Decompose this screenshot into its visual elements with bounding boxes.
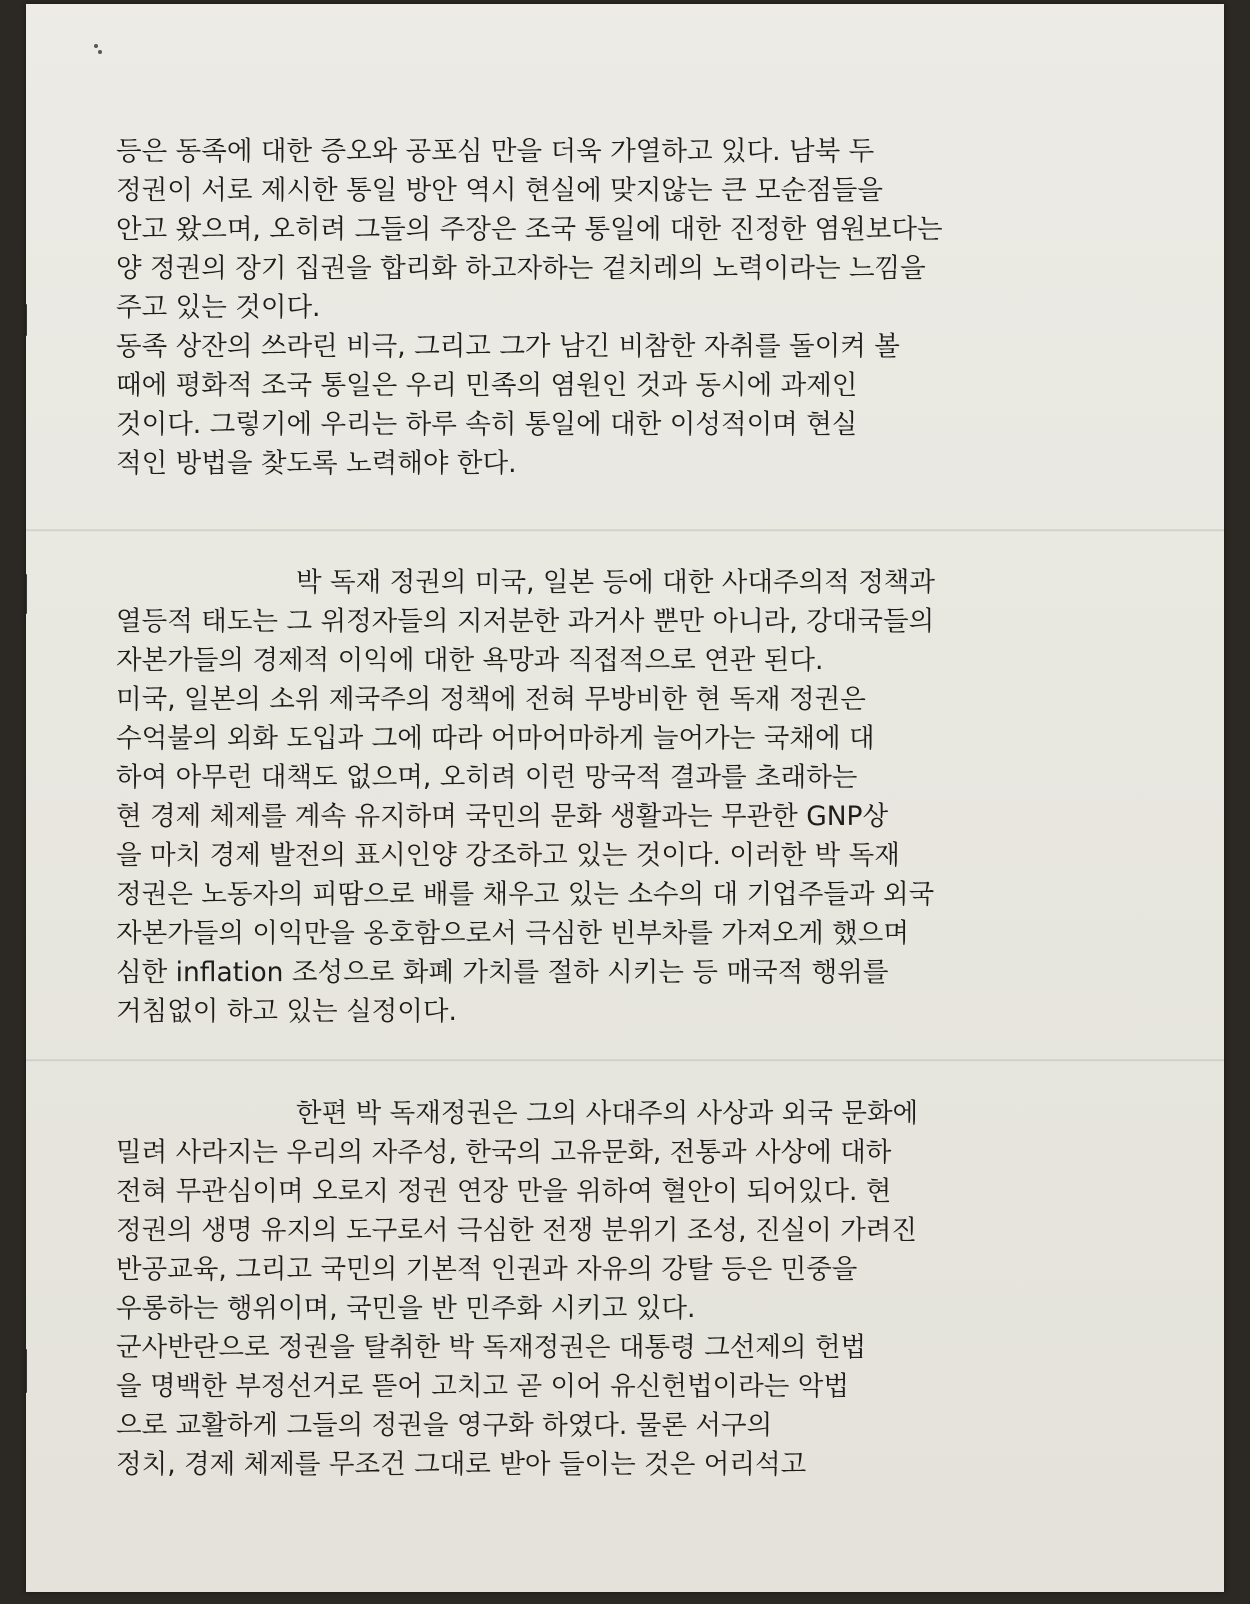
binding-mark xyxy=(26,574,27,614)
text-line: 양 정권의 장기 집권을 합리화 하고자하는 겉치레의 노력이라는 느낌을 xyxy=(116,253,926,284)
text-line: 으로 교활하게 그들의 정권을 영구화 하였다. 물론 서구의 xyxy=(116,1410,773,1441)
text-line: 정치, 경제 체제를 무조건 그대로 받아 들이는 것은 어리석고 xyxy=(116,1449,807,1480)
text-line: 열등적 태도는 그 위정자들의 지저분한 과거사 뿐만 아니라, 강대국들의 xyxy=(116,606,935,637)
text-line: 반공교육, 그리고 국민의 기본적 인권과 자유의 강탈 등은 민중을 xyxy=(116,1254,858,1285)
text-line: 자본가들의 이익만을 옹호함으로서 극심한 빈부차를 가져오게 했으며 xyxy=(116,918,909,949)
text-line: 군사반란으로 정권을 탈취한 박 독재정권은 대통령 그선제의 헌법 xyxy=(116,1332,867,1363)
text-line: 한편 박 독재정권은 그의 사대주의 사상과 외국 문화에 xyxy=(296,1098,919,1129)
text-line: 등은 동족에 대한 증오와 공포심 만을 더욱 가열하고 있다. 남북 두 xyxy=(116,136,875,167)
text-line: 안고 왔으며, 오히려 그들의 주장은 조국 통일에 대한 진정한 염원보다는 xyxy=(116,214,943,245)
text-line: 거침없이 하고 있는 실정이다. xyxy=(116,996,457,1027)
text-line: 밀려 사라지는 우리의 자주성, 한국의 고유문화, 전통과 사상에 대하 xyxy=(116,1137,892,1168)
text-line: 을 마치 경제 발전의 표시인양 강조하고 있는 것이다. 이러한 박 독재 xyxy=(116,840,900,871)
pin-hole xyxy=(94,44,98,48)
text-line: 정권은 노동자의 피땀으로 배를 채우고 있는 소수의 대 기업주들과 외국 xyxy=(116,879,935,910)
text-line: 심한 inflation 조성으로 화폐 가치를 절하 시키는 등 매국적 행위를 xyxy=(116,957,889,988)
paragraph-3 xyxy=(116,1094,1166,1484)
text-line: 전혀 무관심이며 오로지 정권 연장 만을 위하여 혈안이 되어있다. 현 xyxy=(116,1176,892,1207)
handwritten-text xyxy=(116,132,1166,1484)
text-line: 주고 있는 것이다. xyxy=(116,292,321,323)
text-line: 정권의 생명 유지의 도구로서 극심한 전쟁 분위기 조성, 진실이 가려진 xyxy=(116,1215,918,1246)
binding-mark xyxy=(26,1349,27,1393)
text-line: 우롱하는 행위이며, 국민을 반 민주화 시키고 있다. xyxy=(116,1293,696,1324)
paragraph-1 xyxy=(116,132,1166,483)
paragraph-2 xyxy=(116,563,1166,1031)
text-line: 때에 평화적 조국 통일은 우리 민족의 염원인 것과 동시에 과제인 xyxy=(116,370,858,401)
text-line: 을 명백한 부정선거로 뜯어 고치고 곧 이어 유신헌법이라는 악법 xyxy=(116,1371,849,1402)
text-line: 정권이 서로 제시한 통일 방안 역시 현실에 맞지않는 큰 모순점들을 xyxy=(116,175,883,206)
text-line: 것이다. 그렇기에 우리는 하루 속히 통일에 대한 이성적이며 현실 xyxy=(116,409,858,440)
text-line: 박 독재 정권의 미국, 일본 등에 대한 사대주의적 정책과 xyxy=(296,567,935,598)
text-line: 자본가들의 경제적 이익에 대한 욕망과 직접적으로 연관 된다. xyxy=(116,645,824,676)
binding-mark xyxy=(26,304,27,336)
text-line: 하여 아무런 대책도 없으며, 오히려 이런 망국적 결과를 초래하는 xyxy=(116,762,858,793)
letter-page xyxy=(26,4,1224,1592)
text-line: 수억불의 외화 도입과 그에 따라 어마어마하게 늘어가는 국채에 대 xyxy=(116,723,875,754)
pin-hole xyxy=(98,50,102,54)
text-line: 적인 방법을 찾도록 노력해야 한다. xyxy=(116,448,517,479)
text-line: 현 경제 체제를 계속 유지하며 국민의 문화 생활과는 무관한 GNP상 xyxy=(116,801,889,832)
text-line: 동족 상잔의 쓰라린 비극, 그리고 그가 남긴 비참한 자취를 돌이켜 볼 xyxy=(116,331,900,362)
text-line: 미국, 일본의 소위 제국주의 정책에 전혀 무방비한 현 독재 정권은 xyxy=(116,684,866,715)
